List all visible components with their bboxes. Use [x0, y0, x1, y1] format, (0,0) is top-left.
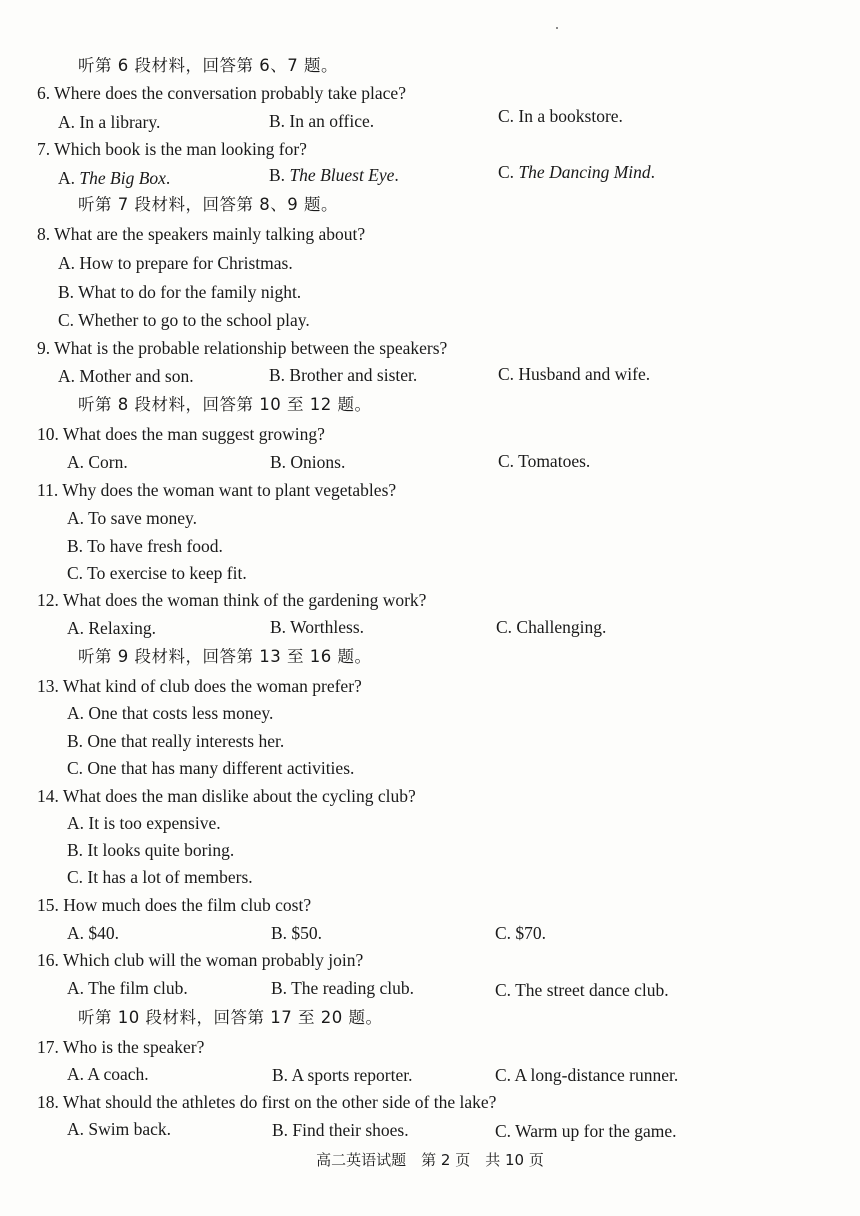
question-9-option-c: C. Husband and wife.: [498, 364, 651, 384]
question-14-option-b: B. It looks quite boring.: [67, 840, 235, 860]
section-heading-7: 听第 7 段材料，回答第 8、9 题。: [78, 195, 338, 214]
question-7-stem: 7. Which book is the man looking for?: [37, 139, 307, 159]
question-13-stem: 13. What kind of club does the woman prefer?: [37, 676, 362, 696]
question-11-stem: 11. Why does the woman want to plant vegetables?: [37, 480, 397, 500]
option-letter: C.: [498, 162, 519, 182]
section-heading-8: 听第 8 段材料，回答第 10 至 12 题。: [78, 395, 372, 414]
page-footer: 高二英语试题 第 2 页 共 10 页: [316, 1151, 544, 1169]
question-8-option-c: C. Whether to go to the school play.: [58, 310, 310, 330]
question-12-option-b: B. Worthless.: [270, 617, 365, 637]
question-16-stem: 16. Which club will the woman probably join?: [37, 950, 364, 970]
section-heading-9: 听第 9 段材料，回答第 13 至 16 题。: [78, 647, 372, 666]
question-13-option-c: C. One that has many different activities.: [67, 758, 355, 778]
question-17-stem: 17. Who is the speaker?: [37, 1037, 205, 1057]
question-10-option-a: A. Corn.: [67, 452, 128, 472]
question-15-option-a: A. $40.: [67, 923, 120, 943]
question-12-option-c: C. Challenging.: [496, 617, 607, 637]
question-10-option-c: C. Tomatoes.: [498, 451, 591, 471]
question-16-option-b: B. The reading club.: [271, 978, 415, 998]
book-title: The Big Box: [79, 168, 166, 188]
question-11-option-b: B. To have fresh food.: [67, 536, 223, 556]
question-6-option-a: A. In a library.: [58, 112, 161, 132]
question-18-option-a: A. Swim back.: [67, 1119, 172, 1139]
section-heading-10: 听第 10 段材料，回答第 17 至 20 题。: [78, 1008, 383, 1027]
period: .: [394, 165, 399, 185]
question-18-stem: 18. What should the athletes do first on the other side of the lake?: [37, 1092, 497, 1112]
question-7-option-a: [58, 167, 170, 189]
question-14-stem: 14. What does the man dislike about the cycling club?: [37, 786, 416, 806]
option-letter: B.: [269, 165, 290, 185]
question-18-option-b: B. Find their shoes.: [272, 1120, 409, 1140]
question-16-option-c: C. The street dance club.: [495, 980, 669, 1000]
question-8-option-b: B. What to do for the family night.: [58, 282, 302, 302]
book-title: The Dancing Mind: [518, 162, 651, 182]
period: .: [165, 168, 171, 188]
question-18-option-c: C. Warm up for the game.: [495, 1121, 677, 1141]
question-15-option-b: B. $50.: [271, 923, 323, 943]
period: .: [650, 162, 656, 182]
question-6-option-c: C. In a bookstore.: [498, 106, 623, 126]
question-11-option-c: C. To exercise to keep fit.: [67, 563, 247, 583]
question-11-option-a: A. To save money.: [67, 508, 198, 528]
question-17-option-c: C. A long-distance runner.: [495, 1065, 679, 1085]
question-8-stem: 8. What are the speakers mainly talking about?: [37, 224, 366, 244]
question-9-stem: 9. What is the probable relationship between the speakers?: [37, 338, 448, 358]
option-letter: A.: [58, 168, 80, 188]
section-heading-6: 听第 6 段材料，回答第 6、7 题。: [78, 56, 338, 75]
question-7-option-c: [498, 161, 655, 183]
question-14-option-a: A. It is too expensive.: [67, 813, 221, 833]
question-7-option-b: [269, 164, 399, 186]
question-8-option-a: A. How to prepare for Christmas.: [58, 253, 293, 273]
book-title: The Bluest Eye: [289, 165, 395, 185]
question-10-option-b: B. Onions.: [270, 452, 346, 472]
question-6-stem: 6. Where does the conversation probably take place?: [37, 83, 406, 103]
question-12-stem: 12. What does the woman think of the gardening work?: [37, 590, 427, 610]
question-9-option-b: B. Brother and sister.: [269, 365, 418, 385]
speck: [556, 27, 558, 29]
question-14-option-c: C. It has a lot of members.: [67, 867, 253, 887]
question-13-option-b: B. One that really interests her.: [67, 731, 285, 751]
question-9-option-a: A. Mother and son.: [58, 366, 194, 386]
question-15-stem: 15. How much does the film club cost?: [37, 895, 312, 915]
question-10-stem: 10. What does the man suggest growing?: [37, 424, 325, 444]
question-17-option-b: B. A sports reporter.: [272, 1065, 413, 1085]
question-13-option-a: A. One that costs less money.: [67, 703, 274, 723]
question-15-option-c: C. $70.: [495, 923, 547, 943]
question-17-option-a: A. A coach.: [67, 1064, 149, 1084]
question-6-option-b: B. In an office.: [269, 111, 375, 131]
question-16-option-a: A. The film club.: [67, 978, 188, 998]
question-12-option-a: A. Relaxing.: [67, 618, 156, 638]
